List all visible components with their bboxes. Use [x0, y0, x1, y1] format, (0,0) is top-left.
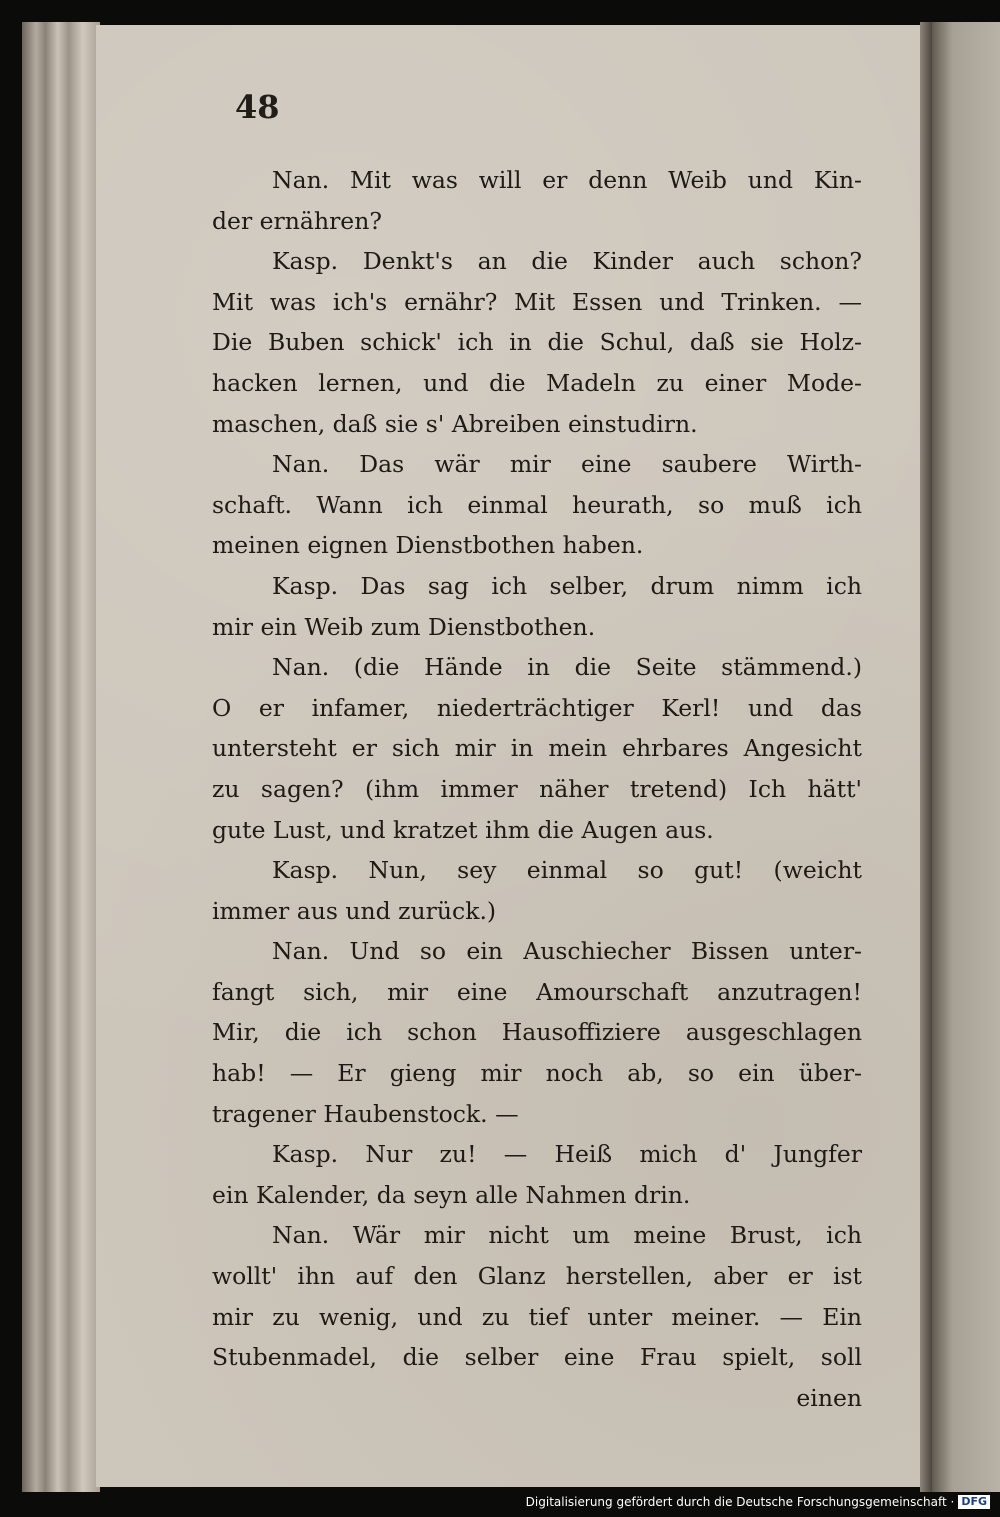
body-text: [212, 160, 862, 1418]
text-line: zu sagen? (ihm immer näher tretend) Ich hätt': [212, 774, 862, 803]
text-line: O er infamer, niederträchtiger Kerl! und das: [212, 693, 862, 722]
text-line: maschen, daß sie s' Abreiben einstudirn.: [212, 409, 698, 438]
footer-credit: [526, 1491, 990, 1513]
text-line: Nan. Wär mir nicht um meine Brust, ich: [272, 1221, 862, 1250]
text-line: Nan. Mit was will er denn Weib und Kin-: [272, 166, 862, 194]
text-line: Kasp. Denkt's an die Kinder auch schon?: [272, 247, 862, 276]
text-line: fangt sich, mir eine Amourschaft anzutragen!: [212, 977, 862, 1006]
text-line: der ernähren?: [212, 206, 382, 235]
text-line: Nan. Und so ein Auschiecher Bissen unter-: [272, 937, 862, 966]
text-line: Nan. Das wär mir eine saubere Wirth-: [272, 450, 862, 479]
book-gutter: [920, 22, 932, 1492]
catchword: einen: [796, 1383, 862, 1412]
text-line: immer aus und zurück.): [212, 896, 497, 925]
page-edge-stack: [22, 22, 100, 1492]
text-line: Nan. (die Hände in die Seite stämmend.): [272, 653, 862, 682]
text-line: mir ein Weib zum Dienstbothen.: [212, 612, 596, 641]
text-line: gute Lust, und kratzet ihm die Augen aus.: [212, 815, 714, 844]
text-line: Die Buben schick' ich in die Schul, daß sie Holz-: [212, 328, 862, 357]
footer-text: Digitalisierung gefördert durch die Deutsche Forschungsgemeinschaft ·: [525, 1495, 955, 1509]
text-line: Mit was ich's ernähr? Mit Essen und Trinken. —: [212, 287, 862, 316]
text-line: mir zu wenig, und zu tief unter meiner. — Ein: [212, 1302, 862, 1331]
text-line: Kasp. Das sag ich selber, drum nimm ich: [272, 571, 862, 600]
dfg-logo: DFG: [958, 1495, 990, 1509]
text-line: Stubenmadel, die selber eine Frau spielt, soll: [212, 1343, 862, 1372]
text-line: Mir, die ich schon Hausoffiziere ausgeschlagen: [212, 1018, 862, 1047]
text-line: schaft. Wann ich einmal heurath, so muß ich: [212, 490, 862, 519]
text-line: tragener Haubenstock. —: [212, 1099, 519, 1128]
facing-page-edge: [932, 22, 1000, 1492]
text-line: hab! — Er gieng mir noch ab, so ein über-: [212, 1059, 862, 1088]
text-line: ein Kalender, da seyn alle Nahmen drin.: [212, 1180, 691, 1209]
text-line: wollt' ihn auf den Glanz herstellen, aber er ist: [212, 1262, 862, 1291]
page-number: 48: [235, 88, 280, 126]
text-line: untersteht er sich mir in mein ehrbares Angesicht: [212, 734, 862, 763]
text-line: meinen eignen Dienstbothen haben.: [212, 531, 644, 560]
text-line: Kasp. Nur zu! — Heiß mich d' Jungfer: [272, 1140, 862, 1169]
text-line: Kasp. Nun, sey einmal so gut! (weicht: [272, 856, 862, 885]
text-line: hacken lernen, und die Madeln zu einer Mode-: [212, 368, 862, 397]
